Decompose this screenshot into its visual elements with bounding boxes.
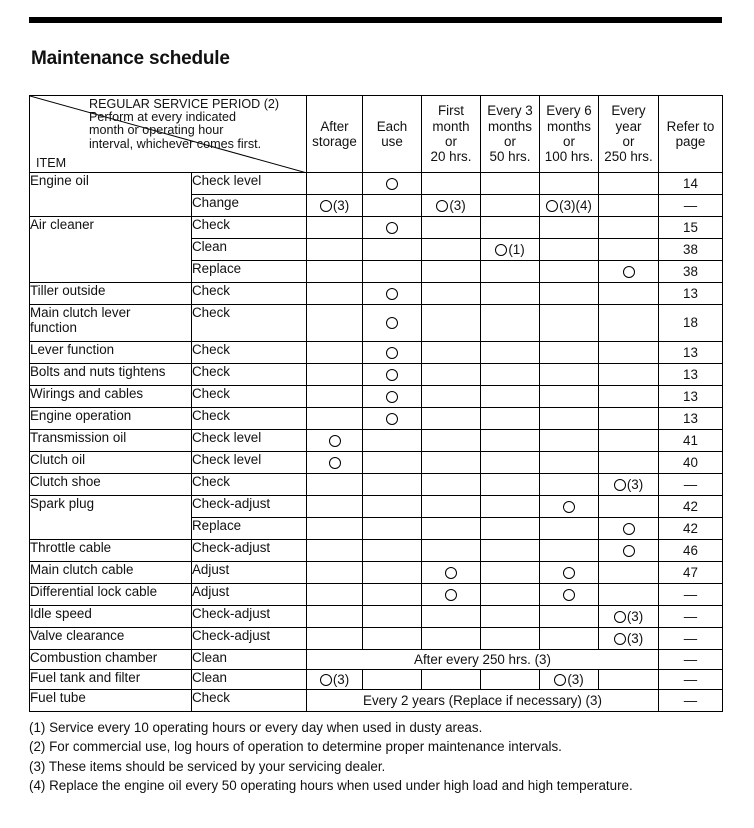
item-name-line: Throttle cable bbox=[30, 540, 112, 555]
schedule-cell bbox=[363, 283, 422, 305]
col-refer-to-page: Refer to page bbox=[659, 96, 723, 173]
schedule-cell bbox=[307, 628, 363, 650]
schedule-cell bbox=[422, 670, 481, 690]
schedule-cell bbox=[540, 305, 599, 342]
page-ref: 13 bbox=[659, 408, 723, 430]
table-row bbox=[30, 628, 723, 650]
schedule-cell bbox=[540, 452, 599, 474]
table-row bbox=[30, 650, 723, 670]
schedule-cell bbox=[422, 408, 481, 430]
schedule-cell bbox=[481, 342, 540, 364]
action-cell: Check bbox=[192, 305, 307, 342]
item-name bbox=[30, 173, 192, 217]
table-row bbox=[30, 342, 723, 364]
schedule-cell bbox=[481, 305, 540, 342]
schedule-cell bbox=[307, 474, 363, 496]
action-cell: Check-adjust bbox=[192, 606, 307, 628]
circle-icon bbox=[563, 567, 575, 579]
schedule-cell bbox=[422, 239, 481, 261]
table-row bbox=[30, 606, 723, 628]
schedule-cell bbox=[422, 342, 481, 364]
circle-icon bbox=[614, 633, 626, 645]
maintenance-schedule-table bbox=[29, 95, 723, 712]
regular-service-period-label: REGULAR SERVICE PERIOD (2) Perform at every indicated month or operating hour interval, whichever comes first. bbox=[89, 97, 280, 151]
schedule-cell bbox=[363, 364, 422, 386]
interval-note: After every 250 hrs. (3) bbox=[307, 650, 659, 670]
item-name-line: Engine operation bbox=[30, 408, 132, 423]
schedule-cell bbox=[540, 540, 599, 562]
page-ref: 13 bbox=[659, 342, 723, 364]
schedule-cell bbox=[540, 430, 599, 452]
schedule-cell bbox=[599, 452, 659, 474]
schedule-cell bbox=[599, 628, 659, 650]
item-name bbox=[30, 606, 192, 628]
schedule-cell bbox=[422, 606, 481, 628]
schedule-cell bbox=[422, 562, 481, 584]
schedule-cell bbox=[363, 408, 422, 430]
circle-icon bbox=[386, 317, 398, 329]
schedule-cell bbox=[540, 195, 599, 217]
action-cell: Check bbox=[192, 474, 307, 496]
page-ref: — bbox=[659, 690, 723, 712]
item-name-line: Fuel tank and filter bbox=[30, 670, 141, 685]
page-ref: 41 bbox=[659, 430, 723, 452]
schedule-cell bbox=[307, 452, 363, 474]
schedule-cell bbox=[307, 518, 363, 540]
action-cell: Check bbox=[192, 217, 307, 239]
table-row bbox=[30, 562, 723, 584]
table-row bbox=[30, 690, 723, 712]
circle-icon bbox=[614, 611, 626, 623]
circle-icon bbox=[623, 266, 635, 278]
schedule-cell bbox=[481, 474, 540, 496]
schedule-cell bbox=[481, 628, 540, 650]
page-ref: 42 bbox=[659, 518, 723, 540]
schedule-cell bbox=[481, 364, 540, 386]
schedule-cell bbox=[540, 261, 599, 283]
schedule-cell bbox=[599, 283, 659, 305]
schedule-cell bbox=[307, 217, 363, 239]
schedule-cell bbox=[599, 606, 659, 628]
schedule-cell bbox=[307, 496, 363, 518]
circle-icon bbox=[320, 674, 332, 686]
table-row bbox=[30, 408, 723, 430]
schedule-cell bbox=[422, 386, 481, 408]
schedule-cell bbox=[599, 261, 659, 283]
schedule-cell bbox=[422, 261, 481, 283]
schedule-cell bbox=[363, 430, 422, 452]
schedule-body bbox=[30, 173, 723, 712]
schedule-cell bbox=[363, 305, 422, 342]
schedule-cell bbox=[540, 386, 599, 408]
item-name-line: Engine oil bbox=[30, 173, 89, 188]
action-cell: Check bbox=[192, 408, 307, 430]
table-row bbox=[30, 452, 723, 474]
schedule-cell bbox=[540, 239, 599, 261]
schedule-cell bbox=[363, 217, 422, 239]
page-ref: — bbox=[659, 195, 723, 217]
item-name bbox=[30, 386, 192, 408]
circle-icon bbox=[623, 545, 635, 557]
page-ref: 47 bbox=[659, 562, 723, 584]
schedule-cell bbox=[307, 283, 363, 305]
schedule-cell bbox=[422, 195, 481, 217]
item-name-line: Spark plug bbox=[30, 496, 95, 511]
circle-icon bbox=[329, 435, 341, 447]
page-ref: 14 bbox=[659, 173, 723, 195]
table-row bbox=[30, 283, 723, 305]
footnote: (3) These items should be serviced by your servicing dealer. bbox=[29, 758, 386, 774]
page-ref: 13 bbox=[659, 364, 723, 386]
table-row bbox=[30, 173, 723, 195]
schedule-cell bbox=[599, 342, 659, 364]
schedule-cell bbox=[422, 173, 481, 195]
action-cell: Check bbox=[192, 283, 307, 305]
circle-icon bbox=[386, 222, 398, 234]
circle-icon bbox=[563, 589, 575, 601]
schedule-cell bbox=[481, 670, 540, 690]
note-ref: (3) bbox=[626, 608, 644, 624]
period-item-header bbox=[30, 96, 307, 173]
item-name bbox=[30, 305, 192, 342]
schedule-cell bbox=[599, 562, 659, 584]
item-name-line: Valve clearance bbox=[30, 628, 125, 643]
schedule-cell bbox=[481, 452, 540, 474]
page-ref: 46 bbox=[659, 540, 723, 562]
schedule-cell bbox=[307, 670, 363, 690]
schedule-cell bbox=[599, 430, 659, 452]
schedule-cell bbox=[599, 496, 659, 518]
schedule-cell bbox=[599, 305, 659, 342]
schedule-cell bbox=[481, 562, 540, 584]
item-name bbox=[30, 364, 192, 386]
schedule-cell bbox=[599, 670, 659, 690]
item-name-line: Transmission oil bbox=[30, 430, 127, 445]
note-ref: (3) bbox=[626, 476, 644, 492]
interval-note: Every 2 years (Replace if necessary) (3) bbox=[307, 690, 659, 712]
item-name bbox=[30, 650, 192, 670]
item-name bbox=[30, 496, 192, 540]
item-name bbox=[30, 283, 192, 305]
circle-icon bbox=[386, 413, 398, 425]
action-cell: Check bbox=[192, 386, 307, 408]
schedule-cell bbox=[540, 518, 599, 540]
col-every-6-months: Every 6 months or 100 hrs. bbox=[540, 96, 599, 173]
item-name-line: Bolts and nuts tightens bbox=[30, 364, 166, 379]
schedule-cell bbox=[599, 474, 659, 496]
schedule-cell bbox=[363, 261, 422, 283]
item-name-line: Clutch oil bbox=[30, 452, 86, 467]
top-rule bbox=[29, 17, 722, 23]
schedule-cell bbox=[307, 342, 363, 364]
schedule-cell bbox=[599, 584, 659, 606]
schedule-cell bbox=[363, 474, 422, 496]
schedule-cell bbox=[307, 562, 363, 584]
circle-icon bbox=[386, 178, 398, 190]
schedule-cell bbox=[481, 195, 540, 217]
schedule-cell bbox=[599, 364, 659, 386]
schedule-cell bbox=[307, 173, 363, 195]
circle-icon bbox=[623, 523, 635, 535]
schedule-cell bbox=[363, 386, 422, 408]
table-row bbox=[30, 584, 723, 606]
schedule-cell bbox=[540, 342, 599, 364]
circle-icon bbox=[546, 200, 558, 212]
page-ref: 38 bbox=[659, 261, 723, 283]
action-cell: Check level bbox=[192, 452, 307, 474]
circle-icon bbox=[386, 391, 398, 403]
schedule-cell bbox=[363, 452, 422, 474]
item-name-line: Fuel tube bbox=[30, 690, 86, 705]
item-name-line: Idle speed bbox=[30, 606, 92, 621]
note-ref: (3) bbox=[626, 630, 644, 646]
schedule-cell bbox=[540, 283, 599, 305]
schedule-cell bbox=[481, 430, 540, 452]
schedule-cell bbox=[307, 584, 363, 606]
schedule-cell bbox=[307, 386, 363, 408]
note-ref: (3) bbox=[449, 197, 466, 213]
action-cell: Check-adjust bbox=[192, 540, 307, 562]
page-ref: 40 bbox=[659, 452, 723, 474]
footnote: (1) Service every 10 operating hours or every day when used in dusty areas. bbox=[29, 720, 483, 735]
schedule-cell bbox=[540, 474, 599, 496]
schedule-cell bbox=[481, 496, 540, 518]
circle-icon bbox=[436, 200, 448, 212]
schedule-cell bbox=[481, 261, 540, 283]
footnote: (2) For commercial use, log hours of operation to determine proper maintenance intervals. bbox=[29, 739, 562, 755]
item-column-label: ITEM bbox=[36, 155, 67, 170]
action-cell: Check-adjust bbox=[192, 496, 307, 518]
schedule-cell bbox=[363, 562, 422, 584]
schedule-cell bbox=[599, 173, 659, 195]
item-name-line: Clutch shoe bbox=[30, 474, 101, 489]
table-row bbox=[30, 496, 723, 518]
schedule-cell bbox=[599, 195, 659, 217]
circle-icon bbox=[329, 457, 341, 469]
page-ref: — bbox=[659, 584, 723, 606]
schedule-cell bbox=[481, 173, 540, 195]
schedule-cell bbox=[599, 540, 659, 562]
col-after-storage: After storage bbox=[307, 96, 363, 173]
note-ref: (3) bbox=[332, 671, 350, 687]
page-ref: 13 bbox=[659, 283, 723, 305]
schedule-cell bbox=[307, 364, 363, 386]
item-name bbox=[30, 628, 192, 650]
schedule-cell bbox=[540, 217, 599, 239]
note-ref: (3)(4) bbox=[559, 197, 592, 213]
schedule-cell bbox=[422, 540, 481, 562]
schedule-cell bbox=[540, 628, 599, 650]
item-name bbox=[30, 584, 192, 606]
schedule-cell bbox=[363, 173, 422, 195]
item-name bbox=[30, 540, 192, 562]
table-row bbox=[30, 305, 723, 342]
circle-icon bbox=[386, 347, 398, 359]
action-cell: Clean bbox=[192, 650, 307, 670]
item-name bbox=[30, 670, 192, 690]
item-name bbox=[30, 217, 192, 283]
action-cell: Replace bbox=[192, 518, 307, 540]
header-row bbox=[30, 96, 723, 173]
schedule-cell bbox=[363, 628, 422, 650]
table-row bbox=[30, 217, 723, 239]
col-first-month: First month or 20 hrs. bbox=[422, 96, 481, 173]
page-title: Maintenance schedule bbox=[31, 48, 230, 69]
col-every-year: Every year or 250 hrs. bbox=[599, 96, 659, 173]
note-ref: (3) bbox=[567, 671, 584, 687]
page-ref: 42 bbox=[659, 496, 723, 518]
schedule-cell bbox=[540, 364, 599, 386]
action-cell: Change bbox=[192, 195, 307, 217]
action-cell: Adjust bbox=[192, 584, 307, 606]
item-name bbox=[30, 408, 192, 430]
page-ref: 15 bbox=[659, 217, 723, 239]
item-name-line: Wirings and cables bbox=[30, 386, 144, 401]
circle-icon bbox=[386, 369, 398, 381]
item-name-line: function bbox=[30, 320, 77, 336]
schedule-cell bbox=[363, 540, 422, 562]
schedule-cell bbox=[307, 195, 363, 217]
schedule-cell bbox=[540, 173, 599, 195]
item-name bbox=[30, 474, 192, 496]
schedule-cell bbox=[481, 217, 540, 239]
item-name bbox=[30, 342, 192, 364]
schedule-cell bbox=[422, 283, 481, 305]
item-name-line: Lever function bbox=[30, 342, 115, 357]
page-ref: — bbox=[659, 650, 723, 670]
col-every-3-months: Every 3 months or 50 hrs. bbox=[481, 96, 540, 173]
schedule-cell bbox=[540, 584, 599, 606]
schedule-cell bbox=[363, 584, 422, 606]
table-row bbox=[30, 474, 723, 496]
schedule-cell bbox=[307, 540, 363, 562]
item-name-line: Combustion chamber bbox=[30, 650, 158, 665]
schedule-cell bbox=[422, 496, 481, 518]
action-cell: Check-adjust bbox=[192, 628, 307, 650]
item-name bbox=[30, 452, 192, 474]
item-name-line: Differential lock cable bbox=[30, 584, 158, 599]
schedule-cell bbox=[363, 670, 422, 690]
item-name-line: Main clutch lever bbox=[30, 305, 131, 320]
schedule-cell bbox=[599, 217, 659, 239]
schedule-cell bbox=[422, 474, 481, 496]
footnote: (4) Replace the engine oil every 50 operating hours when used under high load and high temperature. bbox=[29, 777, 633, 793]
schedule-cell bbox=[307, 430, 363, 452]
schedule-cell bbox=[481, 540, 540, 562]
note-ref: (3) bbox=[332, 197, 350, 213]
schedule-cell bbox=[363, 342, 422, 364]
table-row bbox=[30, 670, 723, 690]
schedule-cell bbox=[363, 518, 422, 540]
circle-icon bbox=[445, 567, 457, 579]
page-ref: — bbox=[659, 474, 723, 496]
action-cell: Adjust bbox=[192, 562, 307, 584]
circle-icon bbox=[320, 200, 332, 212]
circle-icon bbox=[563, 501, 575, 513]
schedule-cell bbox=[481, 239, 540, 261]
schedule-cell bbox=[481, 408, 540, 430]
schedule-cell bbox=[481, 518, 540, 540]
circle-icon bbox=[614, 479, 626, 491]
page-ref: 38 bbox=[659, 239, 723, 261]
circle-icon bbox=[554, 674, 566, 686]
item-name bbox=[30, 430, 192, 452]
schedule-cell bbox=[481, 584, 540, 606]
table-row bbox=[30, 364, 723, 386]
schedule-cell bbox=[540, 496, 599, 518]
table-row bbox=[30, 386, 723, 408]
col-each-use: Each use bbox=[363, 96, 422, 173]
action-cell: Check level bbox=[192, 173, 307, 195]
schedule-cell bbox=[422, 430, 481, 452]
table-row bbox=[30, 540, 723, 562]
schedule-cell bbox=[599, 518, 659, 540]
page-ref: 18 bbox=[659, 305, 723, 342]
schedule-cell bbox=[540, 562, 599, 584]
item-name-line: Main clutch cable bbox=[30, 562, 134, 577]
page-ref: — bbox=[659, 628, 723, 650]
schedule-cell bbox=[422, 305, 481, 342]
action-cell: Check bbox=[192, 690, 307, 712]
item-name-line: Tiller outside bbox=[30, 283, 106, 298]
schedule-cell bbox=[307, 261, 363, 283]
schedule-cell bbox=[307, 305, 363, 342]
circle-icon bbox=[495, 244, 507, 256]
note-ref: (1) bbox=[508, 241, 525, 257]
action-cell: Clean bbox=[192, 670, 307, 690]
item-name bbox=[30, 690, 192, 712]
schedule-cell bbox=[599, 239, 659, 261]
schedule-cell bbox=[599, 408, 659, 430]
schedule-cell bbox=[422, 628, 481, 650]
schedule-cell bbox=[599, 386, 659, 408]
schedule-cell bbox=[481, 386, 540, 408]
schedule-cell bbox=[307, 606, 363, 628]
schedule-cell bbox=[422, 452, 481, 474]
schedule-cell bbox=[540, 606, 599, 628]
item-name bbox=[30, 562, 192, 584]
circle-icon bbox=[386, 288, 398, 300]
table-row bbox=[30, 430, 723, 452]
action-cell: Check bbox=[192, 342, 307, 364]
footnotes bbox=[29, 718, 633, 795]
item-name-line: Air cleaner bbox=[30, 217, 95, 232]
action-cell: Clean bbox=[192, 239, 307, 261]
page-ref: 13 bbox=[659, 386, 723, 408]
page-ref: — bbox=[659, 670, 723, 690]
schedule-cell bbox=[540, 670, 599, 690]
page-ref: — bbox=[659, 606, 723, 628]
circle-icon bbox=[445, 589, 457, 601]
schedule-cell bbox=[422, 584, 481, 606]
action-cell: Check level bbox=[192, 430, 307, 452]
schedule-cell bbox=[422, 518, 481, 540]
schedule-cell bbox=[363, 606, 422, 628]
schedule-cell bbox=[422, 364, 481, 386]
action-cell: Replace bbox=[192, 261, 307, 283]
schedule-cell bbox=[363, 195, 422, 217]
action-cell: Check bbox=[192, 364, 307, 386]
schedule-cell bbox=[540, 408, 599, 430]
schedule-cell bbox=[422, 217, 481, 239]
schedule-cell bbox=[307, 408, 363, 430]
schedule-cell bbox=[481, 606, 540, 628]
schedule-cell bbox=[481, 283, 540, 305]
schedule-cell bbox=[363, 496, 422, 518]
schedule-cell bbox=[363, 239, 422, 261]
schedule-cell bbox=[307, 239, 363, 261]
